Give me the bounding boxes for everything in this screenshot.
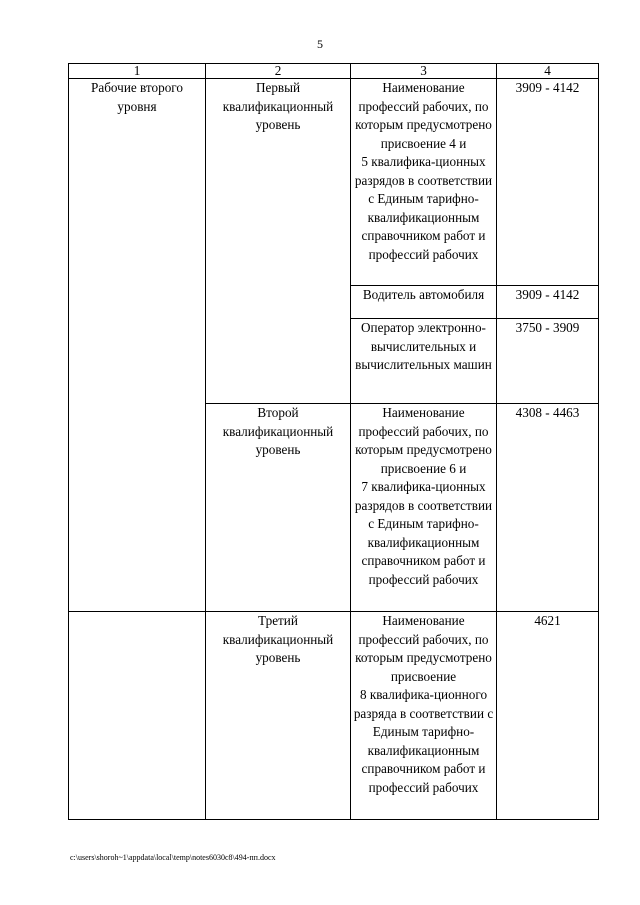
profession-cell: Наименование профессий рабочих, по которым предусмотрено присвоение 8 квалифика-ционного разряда в соответствии с Единым тарифно-квалификационным справочником работ и профессий рабочих	[351, 612, 497, 820]
salary-cell: 3750 - 3909	[497, 319, 599, 404]
page-number: 5	[317, 37, 323, 51]
level-name-cell: Первый квалификационный уровень	[206, 79, 351, 404]
table-header-row	[69, 64, 599, 79]
salary-cell: 4308 - 4463	[497, 404, 599, 612]
salary-cell: 3909 - 4142	[497, 286, 599, 319]
table-row	[69, 79, 599, 286]
header-col-1: 1	[69, 64, 206, 79]
salary-cell: 4621	[497, 612, 599, 820]
table-row	[69, 612, 599, 820]
file-path-footer: c:\users\shoroh~1\appdata\local\temp\notes6030c8\494-пп.docx	[70, 853, 276, 862]
header-col-4: 4	[497, 64, 599, 79]
header-col-2: 2	[206, 64, 351, 79]
profession-cell: Водитель автомобиля	[351, 286, 497, 319]
group-label-cell	[69, 612, 206, 820]
profession-cell: Оператор электронно-вычислительных и вычислительных машин	[351, 319, 497, 404]
profession-cell: Наименование профессий рабочих, по которым предусмотрено присвоение 4 и 5 квалифика-ционных разрядов в соответствии с Единым тарифно-квалификационным справочником работ и профессий рабочих	[351, 79, 497, 286]
header-col-3: 3	[351, 64, 497, 79]
salary-cell: 3909 - 4142	[497, 79, 599, 286]
group-label-cell: Рабочие второго уровня	[69, 79, 206, 612]
level-name-cell: Второй квалификационный уровень	[206, 404, 351, 612]
salary-table	[68, 63, 599, 820]
profession-cell: Наименование профессий рабочих, по которым предусмотрено присвоение 6 и 7 квалифика-ционных разрядов в соответствии с Единым тарифно-квалификационным справочником работ и профессий рабочих	[351, 404, 497, 612]
level-name-cell: Третий квалификационный уровень	[206, 612, 351, 820]
